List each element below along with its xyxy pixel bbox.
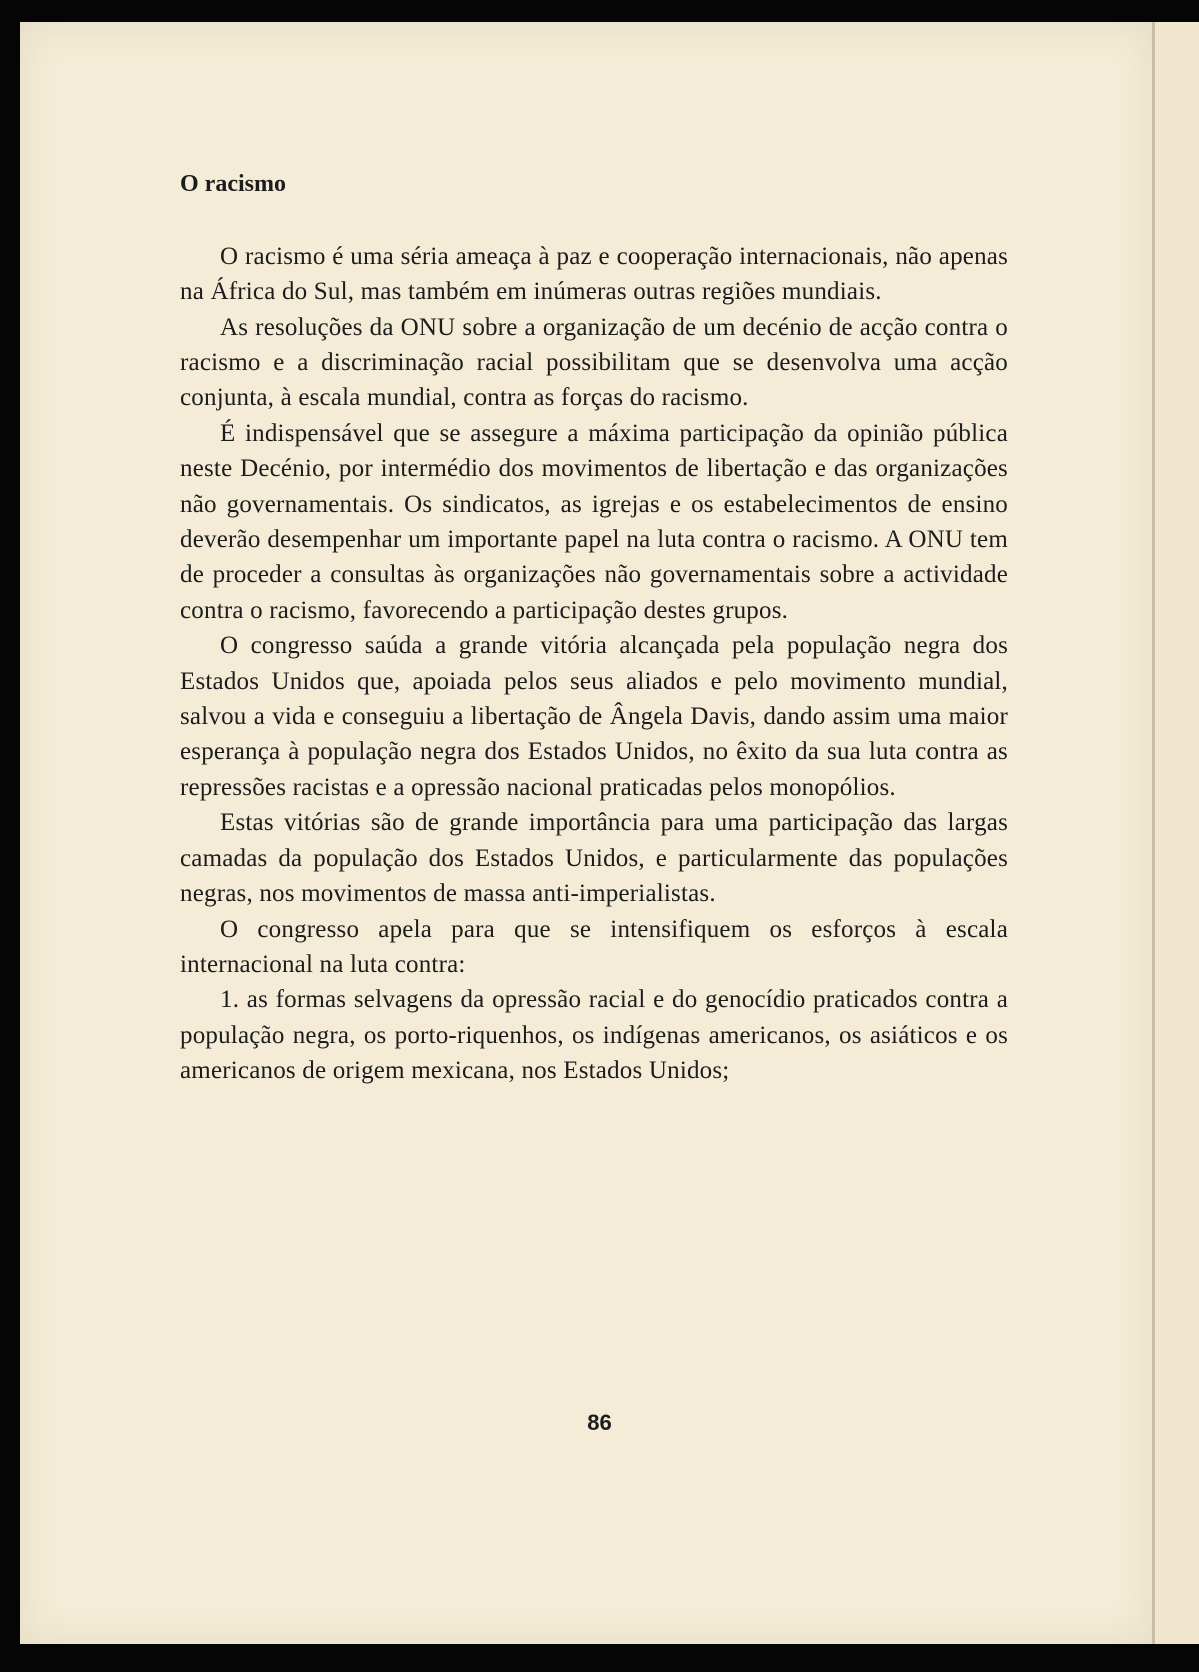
paragraph: É indispensável que se assegure a máxima participação da opinião pública neste Decénio, por intermédio dos movimentos de libertação e das organizações não governamentais. Os sindicatos, as igrejas e os estabelecimentos de ensino deverão desempenhar um importante papel na luta contra o racismo. A ONU tem de proceder a consultas às organizações não governamentais sobre a actividade contra o racismo, favorecendo a participação destes grupos. <box>180 419 1008 624</box>
paragraph: O congresso saúda a grande vitória alcançada pela população negra dos Estados Unidos que, apoiada pelos seus aliados e pelo movimento mundial, salvou a vida e conseguiu a libertação de Ângela Davis, dando assim uma maior esperança à população negra dos Estados Unidos, no êxito da sua luta contra as repressões racistas e a opressão nacional praticadas pelos monopólios. <box>180 632 1008 801</box>
facing-page-edge <box>1152 22 1199 1644</box>
paragraph: O racismo é uma séria ameaça à paz e cooperação internacionais, não apenas na África do Sul, mas também em inúmeras outras regiões mundiais. <box>180 242 1008 306</box>
list-item: 1. as formas selvagens da opressão racial e do genocídio praticados contra a população negra, os porto-riquenhos, os indígenas americanos, os asiáticos e os americanos de origem mexicana, nos Estados Unidos; <box>180 986 1008 1085</box>
page-body <box>180 170 1008 1089</box>
page-number: 86 <box>587 1410 612 1435</box>
paragraph: As resoluções da ONU sobre a organização de um decénio de acção contra o racismo e a discriminação racial possibilitam que se desenvolva uma acção conjunta, à escala mundial, contra as forças do racismo. <box>180 313 1008 412</box>
paragraph: Estas vitórias são de grande importância para uma participação das largas camadas da população dos Estados Unidos, e particularmente das populações negras, nos movimentos de massa anti-imperialistas. <box>180 809 1008 908</box>
paragraph: O congresso apela para que se intensifiquem os esforços à escala internacional na luta contra: <box>180 915 1008 978</box>
section-heading: O racismo <box>180 171 286 197</box>
